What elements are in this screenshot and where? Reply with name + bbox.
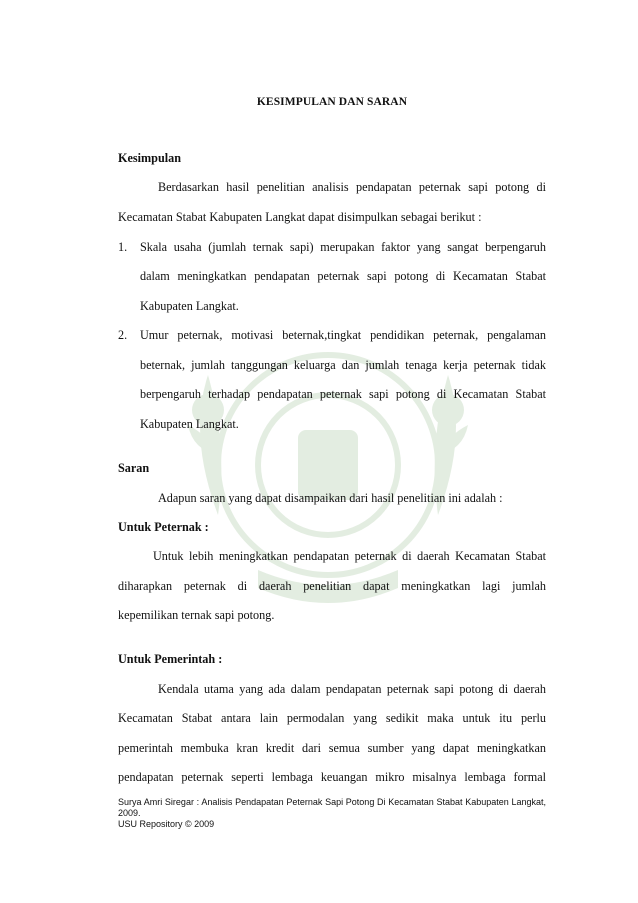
peternak-heading: Untuk Peternak : [118, 520, 209, 534]
list-item-2-line-3: berpengaruh terhadap pendapatan peternak sapi potong di Kecamatan Stabat [140, 387, 546, 401]
list-item-1-line-3: Kabupaten Langkat. [140, 299, 239, 313]
list-item-2-line-2: beternak, jumlah tanggungan keluarga dan jumlah tenaga kerja peternak tidak [140, 358, 546, 372]
page-footer [118, 797, 546, 830]
list-item-number: 1. [118, 240, 128, 254]
saran-intro: Adapun saran yang dapat disampaikan dari hasil penelitian ini adalah : [158, 491, 503, 505]
kesimpulan-intro-line-2: Kecamatan Stabat Kabupaten Langkat dapat disimpulkan sebagai berikut : [118, 210, 482, 224]
peternak-line-1: Untuk lebih meningkatkan pendapatan peternak di daerah Kecamatan Stabat [153, 549, 546, 563]
pemerintah-line-1: Kendala utama yang ada dalam pendapatan peternak sapi potong di daerah [158, 682, 546, 696]
pemerintah-line-3: pemerintah membuka kran kredit dari semua sumber yang dapat meningkatkan [118, 741, 546, 755]
footer-citation: Surya Amri Siregar : Analisis Pendapatan Peternak Sapi Potong Di Kecamatan Stabat Kabupaten Langkat, [118, 797, 546, 807]
peternak-line-3: kepemilikan ternak sapi potong. [118, 608, 275, 622]
pemerintah-line-2: Kecamatan Stabat antara lain permodalan yang sedikit maka untuk itu perlu [118, 711, 546, 725]
list-item-1-line-2: dalam meningkatkan pendapatan peternak sapi potong di Kecamatan Stabat [140, 269, 546, 283]
list-item-2-line-4: Kabupaten Langkat. [140, 417, 239, 431]
chapter-title: KESIMPULAN DAN SARAN [256, 96, 408, 108]
list-item-1-line-1: Skala usaha (jumlah ternak sapi) merupakan faktor yang sangat berpengaruh [140, 240, 546, 254]
kesimpulan-heading: Kesimpulan [118, 151, 181, 165]
list-item-number: 2. [118, 328, 128, 342]
kesimpulan-intro-line-1: Berdasarkan hasil penelitian analisis pendapatan peternak sapi potong di [158, 180, 546, 194]
list-item-2-line-1: Umur peternak, motivasi beternak,tingkat pendidikan peternak, pengalaman [140, 328, 546, 342]
footer-year: 2009. [118, 808, 141, 818]
saran-heading: Saran [118, 461, 150, 475]
footer-repository: USU Repository © 2009 [118, 819, 215, 829]
pemerintah-line-4: pendapatan peternak seperti lembaga keuangan mikro misalnya lembaga formal [118, 770, 546, 784]
peternak-line-2: diharapkan peternak di daerah penelitian dapat meningkatkan lagi jumlah [118, 579, 546, 593]
pemerintah-heading: Untuk Pemerintah : [118, 652, 223, 666]
